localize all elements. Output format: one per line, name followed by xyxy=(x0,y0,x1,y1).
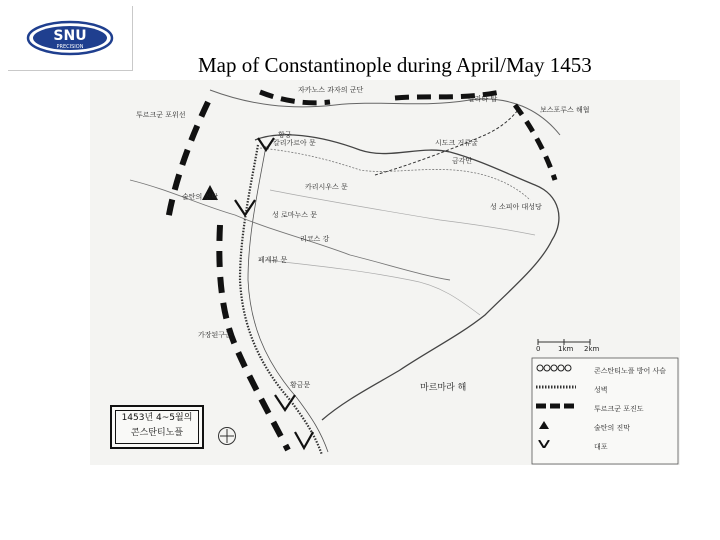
ottoman-line-galata xyxy=(515,105,555,180)
label-golden-horn-chain: 자카노스 과자의 군단 xyxy=(298,86,364,94)
legend-item-triangle xyxy=(536,421,676,437)
compass-icon xyxy=(218,427,236,445)
caption-line-2: 콘스탄티노플 xyxy=(130,428,184,438)
chain-icon xyxy=(536,364,576,372)
historical-map xyxy=(90,80,680,465)
triangle-icon xyxy=(536,421,576,429)
label-charisius-gate: 카리시우스 문 xyxy=(305,183,348,191)
legend-label: 성벽 xyxy=(594,386,608,394)
label-pegae-gate: 페게뷰 문 xyxy=(258,256,288,264)
legend-label: 콘스탄티노플 방어 사슬 xyxy=(594,367,667,375)
cannon-icon xyxy=(536,440,576,448)
golden-horn-north-coast xyxy=(210,90,560,135)
legend-item-wall xyxy=(536,383,676,399)
label-kaligaria-gate: 칼리가르아 문 xyxy=(273,139,316,147)
legend-label: 술탄의 진막 xyxy=(594,424,631,432)
label-bosporus-strait: 보스포루스 해협 xyxy=(540,106,590,114)
dash-line-icon xyxy=(536,402,576,410)
scale-label-0: 0 xyxy=(536,345,541,353)
legend-item-chain xyxy=(536,364,676,380)
label-lycus-river: 리코스 강 xyxy=(300,235,330,243)
scale-label-1: 1km xyxy=(558,345,574,353)
scale-label-2: 2km xyxy=(584,345,600,353)
caption-line-1: 1453년 4~5월의 xyxy=(121,413,193,423)
wall-icon xyxy=(536,383,576,391)
label-hagia-sophia: 성 소피아 대성당 xyxy=(490,203,542,211)
label-sea-of-marmara: 마르마라 해 xyxy=(420,383,467,393)
legend-label: 투르크군 포진도 xyxy=(594,405,644,413)
label-sultan-camp: 술탄의 진막 xyxy=(182,193,219,201)
label-left-text: 가장된구근 xyxy=(198,331,232,339)
cannon-markers xyxy=(235,138,313,448)
logo-subtext: PRECISION xyxy=(56,44,84,50)
label-golden-gate: 황금문 xyxy=(290,381,311,389)
page-title: Map of Constantinople during April/May 1453 xyxy=(198,53,592,77)
logo-text: SNU xyxy=(53,28,87,44)
lycus-river xyxy=(130,180,450,280)
legend-label: 대포 xyxy=(594,443,608,451)
label-golden-horn: 금각만 xyxy=(452,157,473,165)
legend-item-dash-line xyxy=(536,402,676,418)
label-ottoman-lines: 투르크군 포위선 xyxy=(136,111,186,119)
map-legend xyxy=(536,362,676,462)
golden-horn-inner-coast xyxy=(260,148,530,200)
brand-logo-panel xyxy=(8,6,133,71)
snu-logo xyxy=(26,20,114,56)
map-caption xyxy=(110,405,204,449)
label-st-romanus-gate: 성 로마누스 문 xyxy=(272,211,318,219)
city-road-2 xyxy=(265,260,480,315)
label-galata-tower: 갈라타 탑 xyxy=(468,95,498,103)
legend-item-cannon xyxy=(536,440,676,456)
label-xylo-harbor: 시도크 거류굴 xyxy=(435,139,478,147)
peninsula-coast xyxy=(255,135,559,420)
label-imperial-palace: 황궁 xyxy=(278,131,292,139)
